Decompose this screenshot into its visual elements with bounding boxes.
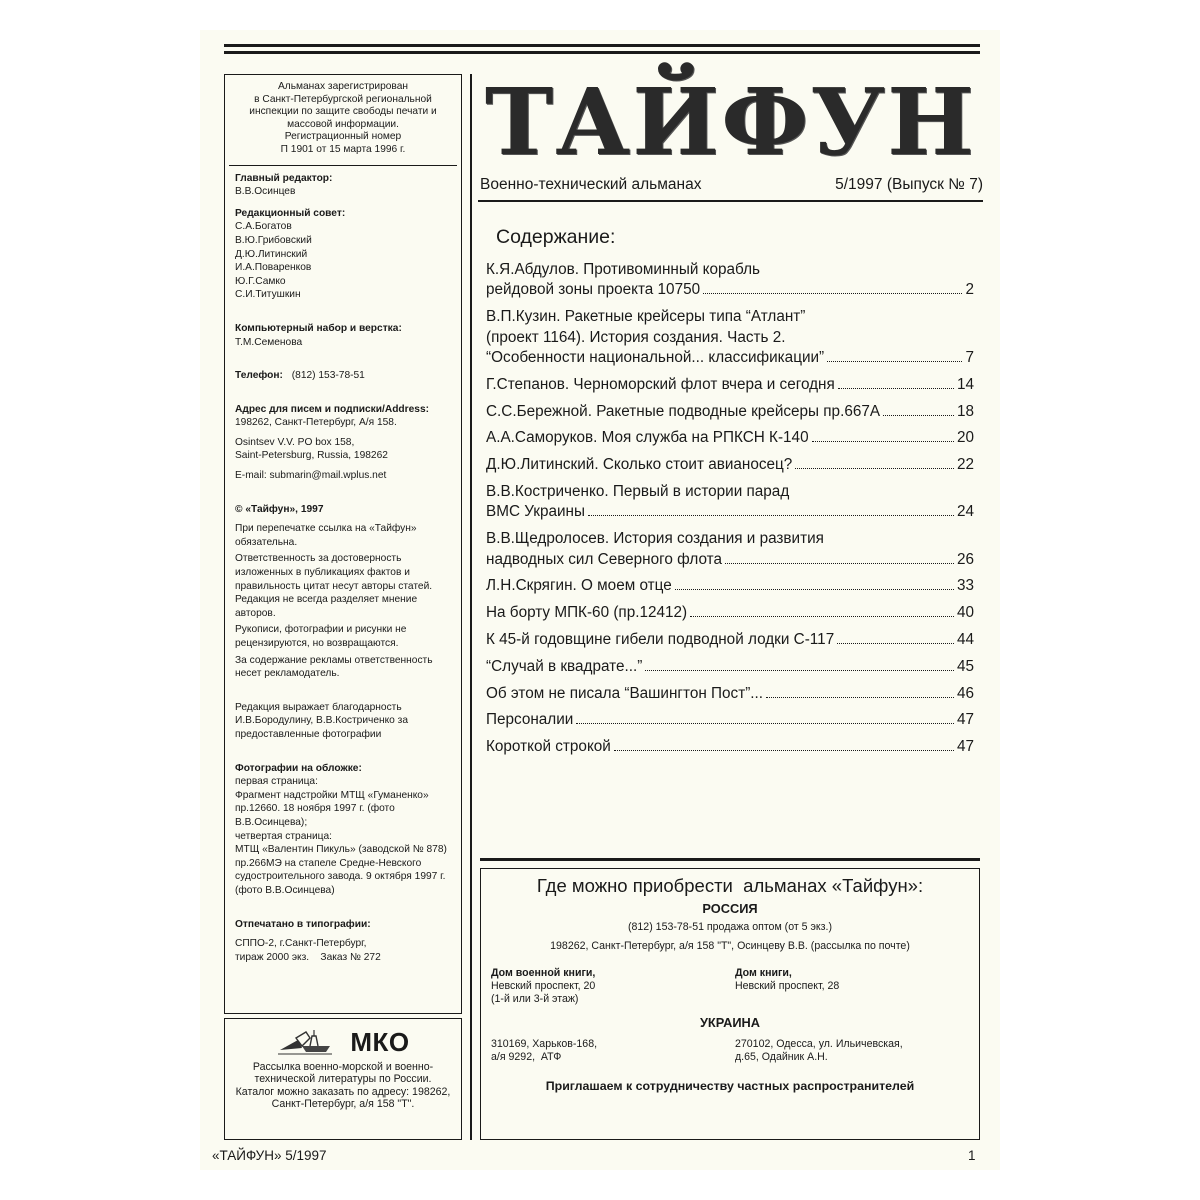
toc-item-text: Г.Степанов. Черноморский флот вчера и сегодня xyxy=(486,375,835,393)
board-member: С.И.Титушкин xyxy=(235,289,301,301)
magazine-title: ТАЙФУН xyxy=(484,68,977,176)
note: Ответственность за достоверность изложенных в публикациях фактов и правильность цитат несут авторы статей. Редакция не всегда разделяет мнение авторов. xyxy=(235,553,433,619)
cover-line: первая страница: xyxy=(235,776,318,788)
toc-page-number: 47 xyxy=(956,711,974,729)
toc-item xyxy=(486,684,974,704)
toc-item-text: “Случай в квадрате...” xyxy=(486,657,643,675)
phone-block xyxy=(235,369,453,383)
toc-item xyxy=(486,737,974,757)
layout-block xyxy=(235,322,453,349)
toc-item xyxy=(486,630,974,650)
mko-title: МКО xyxy=(350,1026,410,1057)
cover-line: МТЩ «Валентин Пикуль» (заводской № 878) пр.266МЭ на стапеле Средне-Невского судостроительного завода. 9 октября 1997 г. (фото В.В.Осинцева) xyxy=(235,844,447,896)
address-block xyxy=(235,403,453,483)
toc-leader-dots xyxy=(645,670,954,671)
toc-item-line xyxy=(486,550,974,570)
toc-item-text: В.П.Кузин. Ракетные крейсеры типа “Атлант” xyxy=(486,308,806,326)
top-rule xyxy=(224,51,980,54)
toc-item xyxy=(486,455,974,475)
toc-item-line xyxy=(486,576,974,596)
toc-item-line xyxy=(486,737,974,757)
toc-item xyxy=(486,576,974,596)
phone-number: (812) 153-78-51 xyxy=(291,370,365,382)
toc-leader-dots xyxy=(795,468,954,469)
toc-item xyxy=(486,529,974,570)
address-en: Osintsev V.V. PO box 158, xyxy=(235,436,355,448)
board-heading: Редакционный совет: xyxy=(235,207,346,219)
toc-leader-dots xyxy=(812,441,954,442)
toc-page-number: 47 xyxy=(956,738,974,756)
page-number: 1 xyxy=(968,1148,976,1163)
toc-item-line xyxy=(486,280,974,300)
board-member: Ю.Г.Самко xyxy=(235,275,286,287)
toc-item-line xyxy=(486,684,974,704)
toc-item xyxy=(486,402,974,422)
toc-page-number: 46 xyxy=(956,684,974,702)
print-line: тираж 2000 экз. Заказ № 272 xyxy=(235,951,381,963)
toc-leader-dots xyxy=(838,388,954,389)
toc-page-number: 33 xyxy=(956,577,974,595)
address-ru: 198262, Санкт-Петербург, А/я 158. xyxy=(235,417,397,429)
top-rule xyxy=(224,44,980,47)
toc-item-text: Короткой строкой xyxy=(486,738,611,756)
address-heading: Адрес для писем и подписки/Address: xyxy=(235,403,429,415)
shop-dom-knigi: Дом книги, Невский проспект, 28 xyxy=(735,966,840,993)
toc-leader-dots xyxy=(614,750,954,751)
where-to-buy-box xyxy=(480,868,980,1140)
country-ukraine: УКРАИНА xyxy=(699,1015,761,1031)
print-heading: Отпечатано в типографии: xyxy=(235,918,371,930)
magazine-page xyxy=(200,30,1000,1170)
toc-item-text: В.В.Щедролосев. История создания и развития xyxy=(486,530,824,548)
cover-line: четвертая страница: xyxy=(235,830,333,842)
toc-item-text: “Особенности национальной... классификации” xyxy=(486,349,825,367)
imprint-column xyxy=(224,74,462,1014)
cover-heading: Фотографии на обложке: xyxy=(235,762,362,774)
shop-military-books: Дом военной книги, Невский проспект, 20 (1-й или 3-й этаж) xyxy=(491,966,596,1006)
layout-person: Т.М.Семенова xyxy=(235,336,303,348)
footer-issue: «ТАЙФУН» 5/1997 xyxy=(212,1148,327,1163)
toc-item xyxy=(486,482,974,523)
print-line: СППО-2, г.Санкт-Петербург, xyxy=(235,938,367,950)
toc-page-number: 22 xyxy=(956,456,974,474)
subtitle-rule xyxy=(478,200,983,202)
shop-kharkiv: 310169, Харьков-168, а/я 9292, АТФ xyxy=(491,1037,598,1063)
toc-leader-dots xyxy=(690,616,954,617)
board-member: В.Ю.Грибовский xyxy=(235,234,312,246)
invite-note: Приглашаем к сотрудничеству частных распространителей xyxy=(545,1079,915,1094)
toc-item-text: К 45-й годовщине гибели подводной лодки С-117 xyxy=(486,631,835,648)
toc-leader-dots xyxy=(675,589,954,590)
toc-page-number: 24 xyxy=(956,503,974,521)
chief-editor-name: В.В.Осинцев xyxy=(235,186,296,198)
toc-page-number: 14 xyxy=(956,375,974,393)
cover-line: Фрагмент надстройки МТЩ «Гуманенко» пр.12660. 18 ноября 1997 г. (фото В.В.Осинцева); xyxy=(235,789,429,828)
russia-line: (812) 153-78-51 продажа оптом (от 5 экз.) xyxy=(628,921,832,934)
print-block xyxy=(235,918,453,965)
toc-leader-dots xyxy=(588,515,954,516)
toc-title: Содержание: xyxy=(496,226,616,248)
cover-photos-block xyxy=(235,762,453,898)
toc-leader-dots xyxy=(883,415,954,416)
column-divider xyxy=(470,74,472,1140)
toc-leader-dots xyxy=(827,361,962,362)
toc-item-line xyxy=(486,603,974,623)
copyright: © «Тайфун», 1997 xyxy=(235,503,324,515)
chief-editor-heading: Главный редактор: xyxy=(235,172,333,184)
toc-item-text: В.В.Костриченко. Первый в истории парад xyxy=(486,483,790,500)
ukraine-shops xyxy=(481,1038,979,1064)
toc-page-number: 7 xyxy=(965,349,974,367)
toc-leader-dots xyxy=(703,293,962,294)
toc-page-number: 26 xyxy=(956,550,974,568)
email-address: E-mail: submarin@mail.wplus.net xyxy=(235,470,387,482)
registration-note: Альманах зарегистрирован в Санкт-Петербургской региональной инспекции по защите свободы печати и массовой информации. Регистрационный номер П 1901 от 15 марта 1996 г. xyxy=(229,81,457,166)
toc-item-line xyxy=(486,710,974,730)
toc-item xyxy=(486,260,974,301)
address-en: Saint-Petersburg, Russia, 198262 xyxy=(235,450,388,462)
toc-item xyxy=(486,657,974,677)
toc-item-line xyxy=(486,428,974,448)
note: При перепечатке ссылка на «Тайфун» обязательна. xyxy=(235,523,417,548)
toc-page-number: 44 xyxy=(956,631,974,648)
toc-page-number: 18 xyxy=(956,402,974,420)
toc-leader-dots xyxy=(837,643,954,644)
toc-item-text: К.Я.Абдулов. Противоминный корабль xyxy=(486,261,760,278)
toc-item xyxy=(486,603,974,623)
phone-heading: Телефон: xyxy=(235,370,283,382)
toc-item-line xyxy=(486,502,974,522)
buy-rule xyxy=(480,858,980,861)
toc-page-number: 2 xyxy=(965,281,974,299)
toc-page-number: 45 xyxy=(956,657,974,675)
note: За содержание рекламы ответственность несет рекламодатель. xyxy=(235,654,433,680)
country-russia: РОССИЯ xyxy=(702,901,758,917)
toc-item-text: А.А.Саморуков. Моя служба на РПКСН К-140 xyxy=(486,429,809,447)
table-of-contents xyxy=(486,260,974,764)
chief-editor-block xyxy=(235,172,453,199)
copyright-block xyxy=(235,503,453,681)
shop-odessa: 270102, Одесса, ул. Ильичевская, д.65, Одайник А.Н. xyxy=(735,1037,903,1063)
mko-text: Рассылка военно-морской и военно-технической литературы по России. Каталог можно заказать по адресу: 198262, Санкт-Петербург, а/я 158 "Т". xyxy=(235,1061,451,1111)
russia-shops xyxy=(481,967,979,1007)
toc-item-line xyxy=(486,657,974,677)
toc-item-text: На борту МПК-60 (пр.12412) xyxy=(486,604,688,622)
toc-leader-dots xyxy=(725,563,954,564)
board-member: С.А.Богатов xyxy=(235,221,292,233)
toc-item-text: надводных сил Северного флота xyxy=(486,550,722,568)
toc-item-line xyxy=(486,630,974,650)
layout-heading: Компьютерный набор и верстка: xyxy=(235,322,402,334)
toc-page-number: 20 xyxy=(956,429,974,447)
toc-item xyxy=(486,428,974,448)
toc-item-text: Л.Н.Скрягин. О моем отце xyxy=(486,577,672,595)
almanac-subtitle: Военно-технический альманах xyxy=(480,176,702,193)
toc-item-text: (проект 1164). История создания. Часть 2. xyxy=(486,328,786,346)
toc-item xyxy=(486,710,974,730)
toc-leader-dots xyxy=(576,723,954,724)
thanks-note: Редакция выражает благодарность И.В.Бородулину, В.В.Костриченко за предоставленные фотографии xyxy=(235,701,409,740)
buy-title: Где можно приобрести альманах «Тайфун»: xyxy=(536,875,924,896)
editorial-board xyxy=(235,207,453,302)
note: Рукописи, фотографии и рисунки не рецензируются, но возвращаются. xyxy=(235,624,407,649)
toc-item-line xyxy=(486,375,974,395)
issue-number: 5/1997 (Выпуск № 7) xyxy=(835,176,983,193)
toc-leader-dots xyxy=(766,697,954,698)
mko-box xyxy=(224,1018,462,1140)
toc-item xyxy=(486,307,974,368)
toc-item-text: Об этом не писала “Вашингтон Пост”... xyxy=(486,684,764,702)
board-member: Д.Ю.Литинский xyxy=(235,248,308,260)
russia-line: 198262, Санкт-Петербург, а/я 158 "Т", Осинцеву В.В. (рассылка по почте) xyxy=(550,939,910,952)
toc-item-text: Персоналии xyxy=(486,711,574,729)
toc-item-text: рейдовой зоны проекта 10750 xyxy=(486,281,701,299)
toc-item-text: С.С.Бережной. Ракетные подводные крейсеры пр.667А xyxy=(486,402,881,420)
toc-item-text: ВМС Украины xyxy=(486,503,585,521)
toc-page-number: 40 xyxy=(956,604,974,622)
toc-item-line xyxy=(486,402,974,422)
board-member: И.А.Поваренков xyxy=(235,262,312,274)
toc-item-line xyxy=(486,348,974,368)
toc-item-text: Д.Ю.Литинский. Сколько стоит авианосец? xyxy=(486,456,793,474)
subtitle-row xyxy=(480,176,983,194)
toc-item xyxy=(486,375,974,395)
book-ship-icon xyxy=(276,1028,334,1056)
toc-item-line xyxy=(486,455,974,475)
